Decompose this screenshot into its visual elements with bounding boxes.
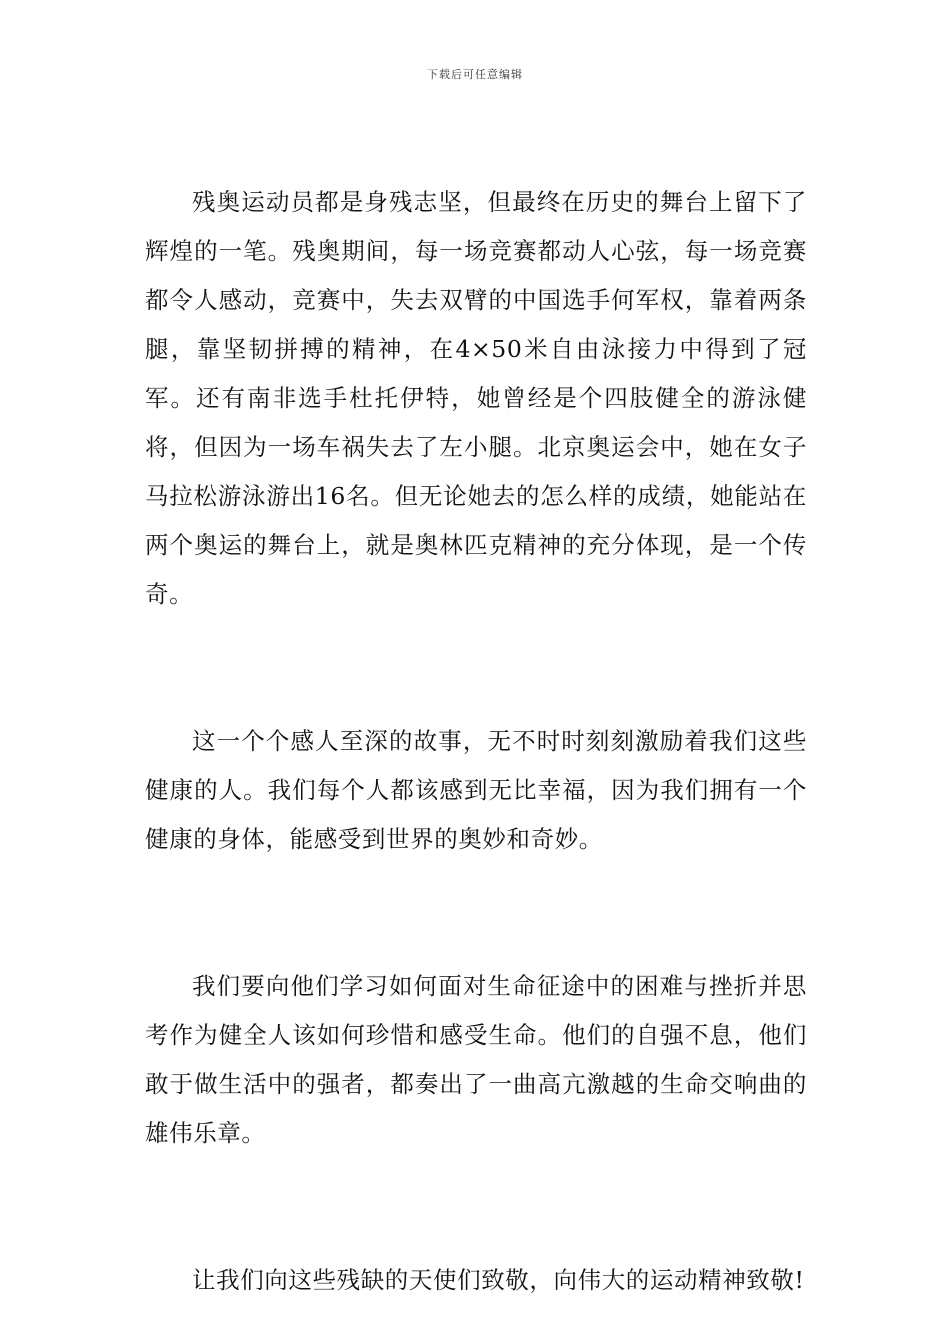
paragraph-1: 残奥运动员都是身残志坚，但最终在历史的舞台上留下了辉煌的一笔。残奥期间，每一场竞赛都动人心弦，每一场竞赛都令人感动，竞赛中，失去双臂的中国选手何军权，靠着两条腿，靠坚韧拼搏的精神，在4×50米自由泳接力中得到了冠军。还有南非选手杜托伊特，她曾经是个四肢健全的游泳健将，但因为一场车祸失去了左小腿。北京奥运会中，她在女子马拉松游泳游出16名。但无论她去的怎么样的成绩，她能站在两个奥运的舞台上，就是奥林匹克精神的充分体现，是一个传奇。 (145, 188, 807, 608)
paragraph-3: 我们要向他们学习如何面对生命征途中的困难与挫折并思考作为健全人该如何珍惜和感受生命。他们的自强不息，他们敢于做生活中的强者，都奏出了一曲高亢激越的生命交响曲的雄伟乐章。 (145, 972, 807, 1147)
paragraph-4: 让我们向这些残缺的天使们致敬，向伟大的运动精神致敬! (192, 1266, 805, 1294)
document-body (145, 178, 807, 1305)
page-header: 下载后可任意编辑 (427, 68, 523, 81)
paragraph-2: 这一个个感人至深的故事，无不时时刻刻激励着我们这些健康的人。我们每个人都该感到无比幸福，因为我们拥有一个健康的身体，能感受到世界的奥妙和奇妙。 (145, 727, 807, 853)
